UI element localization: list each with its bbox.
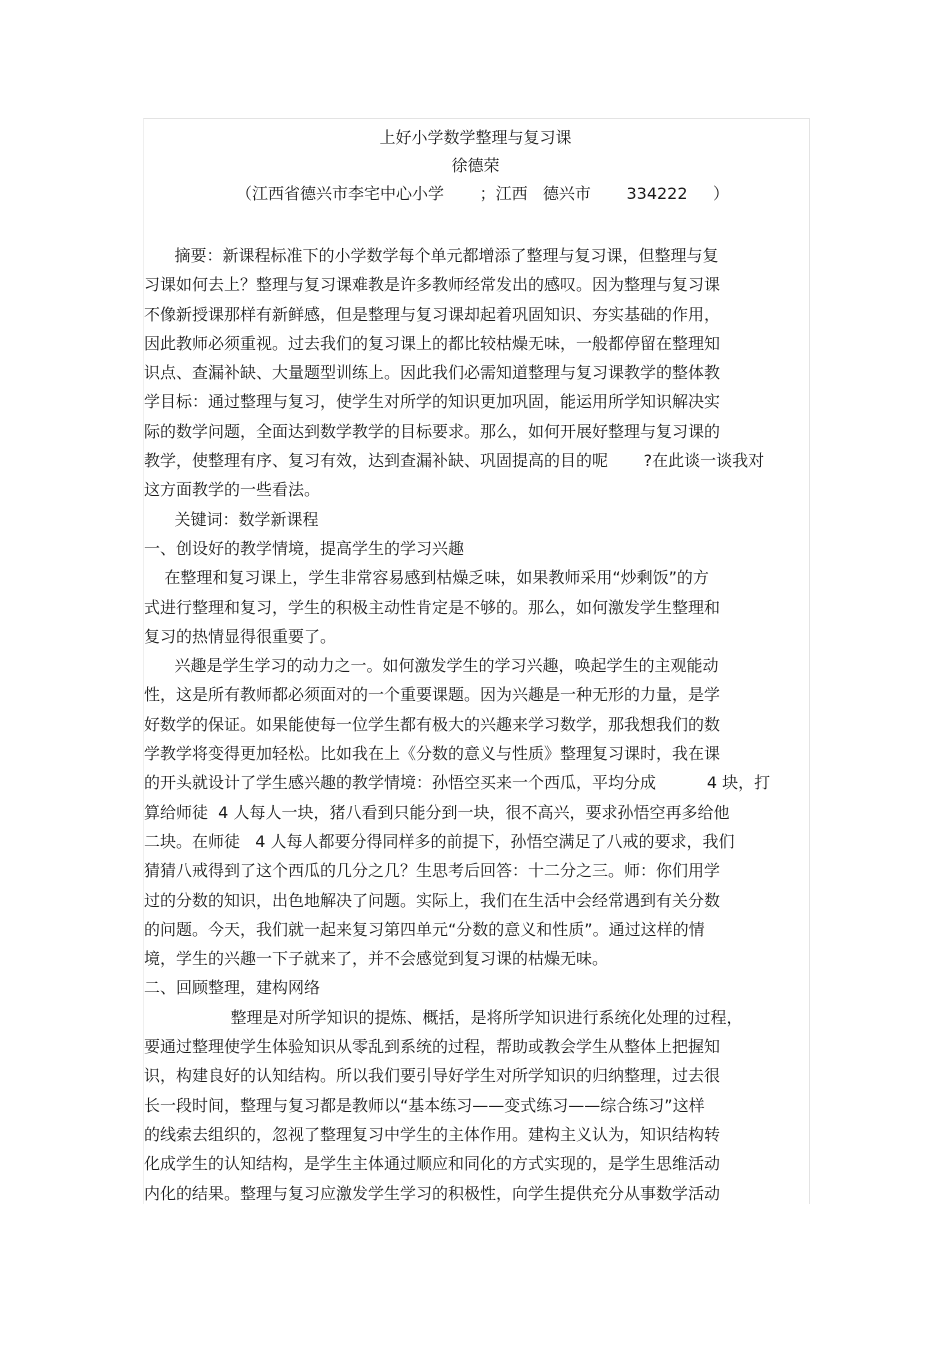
text-line: 内化的结果。整理与复习应激发学生学习的积极性，向学生提供充分从事数学活动 <box>144 1183 721 1203</box>
text-line: 这方面教学的一些看法。 <box>144 480 321 500</box>
text-line: 境，学生的兴趣一下子就来了，并不会感觉到复习课的枯燥无味。 <box>144 949 609 969</box>
text-line: 猜猜八戒得到了这个西瓜的几分之几？生思考后回答：十二分之三。师：你们用学 <box>144 861 721 881</box>
text-line: 式进行整理和复习，学生的积极主动性肯定是不够的。那么，如何激发学生整理和 <box>144 597 721 617</box>
text-line: 学目标：通过整理与复习，使学生对所学的知识更加巩固，能运用所学知识解决实 <box>144 392 721 412</box>
text-line: 因此教师必须重视。过去我们的复习课上的都比较枯燥无味，一般都停留在整理知 <box>144 333 721 353</box>
text-line: 二块。在师徒 4 人每人都要分得同样多的前提下，孙悟空满足了八戒的要求，我们 <box>144 831 735 851</box>
text-line: 教学，使整理有序、复习有效，达到查漏补缺、巩固提高的目的呢 ?在此谈一谈我对 <box>144 451 765 471</box>
document-author: 徐德荣 <box>451 156 500 175</box>
text-line: 的开头就设计了学生感兴趣的教学情境：孙悟空买来一个西瓜，平均分成 4 块，打 <box>144 773 771 793</box>
text-line: 过的分数的知识，出色地解决了问题。实际上，我们在生活中会经常遇到有关分数 <box>144 890 721 910</box>
text-line: 长一段时间，整理与复习都是教师以“基本练习——变式练习——综合练习”这样 <box>144 1095 705 1115</box>
text-line: 际的数学问题，全面达到数学教学的目标要求。那么，如何开展好整理与复习课的 <box>144 421 721 441</box>
text-line: 习课如何去上？整理与复习课难教是许多教师经常发出的感叹。因为整理与复习课 <box>144 275 721 295</box>
text-line: 兴趣是学生学习的动力之一。如何激发学生的学习兴趣，唤起学生的主观能动 <box>144 656 719 676</box>
document-body <box>144 241 808 1208</box>
text-line: 识，构建良好的认知结构。所以我们要引导好学生对所学知识的归纳整理，过去很 <box>144 1066 721 1086</box>
text-line: 识点、查漏补缺、大量题型训练上。因此我们必需知道整理与复习课教学的整体教 <box>144 363 721 383</box>
text-line: 性，这是所有教师都必须面对的一个重要课题。因为兴趣是一种无形的力量，是学 <box>144 685 721 705</box>
text-line: 算给师徒 4 人每人一块，猪八看到只能分到一块，很不高兴，要求孙悟空再多给他 <box>144 802 730 822</box>
text-line: 一、创设好的教学情境，提高学生的学习兴趣 <box>144 538 465 558</box>
text-line: 复习的热情显得很重要了。 <box>144 626 337 646</box>
text-line: 不像新授课那样有新鲜感，但是整理与复习课却起着巩固知识、夯实基础的作用， <box>144 304 721 324</box>
text-line: 在整理和复习课上，学生非常容易感到枯燥乏味，如果教师采用“炒剩饭”的方 <box>144 568 709 588</box>
text-line: 学教学将变得更加轻松。比如我在上《分数的意义与性质》整理复习课时，我在课 <box>144 744 721 764</box>
text-line: 整理是对所学知识的提炼、概括，是将所学知识进行系统化处理的过程， <box>144 1007 743 1027</box>
text-line: 好数学的保证。如果能使每一位学生都有极大的兴趣来学习数学，那我想我们的数 <box>144 714 721 734</box>
text-line: 摘要：新课程标准下的小学数学每个单元都增添了整理与复习课，但整理与复 <box>144 246 719 265</box>
text-line: 化成学生的认知结构，是学生主体通过顺应和同化的方式实现的，是学生思维活动 <box>144 1154 721 1174</box>
text-line: 的问题。今天，我们就一起来复习第四单元“分数的意义和性质”。通过这样的情 <box>144 919 705 939</box>
text-line: 二、回顾整理，建构网络 <box>144 978 321 998</box>
text-line: 要通过整理使学生体验知识从零乱到系统的过程，帮助或教会学生从整体上把握知 <box>144 1037 721 1057</box>
document-affiliation: （江西省德兴市李宅中心小学 ；江西 德兴市 334222 ） <box>236 184 729 203</box>
text-line: 的线索去组织的，忽视了整理复习中学生的主体作用。建构主义认为，知识结构转 <box>144 1124 721 1144</box>
text-line: 关键词：数学新课程 <box>144 509 319 529</box>
document-title: 上好小学数学整理与复习课 <box>379 128 572 147</box>
